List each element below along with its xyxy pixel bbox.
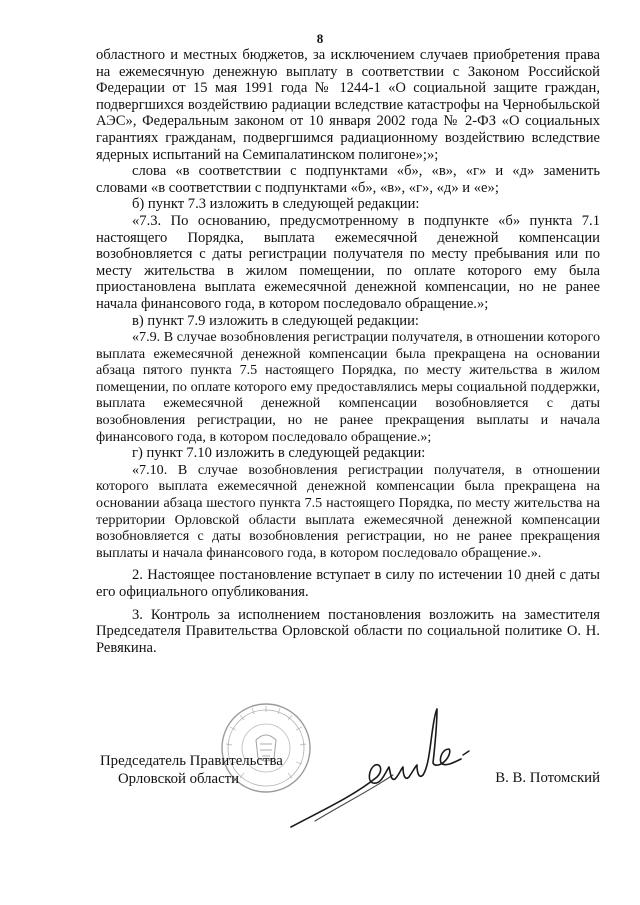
signatory-title-line-1: Председатель Правительства (100, 753, 283, 769)
paragraph-5: в) пункт 7.9 изложить в следующей редакции: (132, 312, 419, 329)
document-body (96, 47, 600, 656)
handwritten-signature-icon (285, 705, 475, 835)
paragraph-9: 2. Настоящее постановление вступает в силу по истечении 10 дней с даты его официального опубликования. (96, 567, 600, 600)
signatory-title-line-2: Орловской области (118, 771, 240, 787)
paragraph-8: «7.10. В случае возобновления регистрации получателя, в отношении которого выплата ежемесячной денежной компенсации была прекращена на основании абзаца шестого пункта 7.5 настоящего Порядка, по месту жительства на территории Орловской области выплата ежемесячной денежной компенсации возобновляется с даты возобновления регистрации, но не ранее прекращения выплаты и начала финансового года, в котором последовало обращение.». (96, 461, 600, 561)
paragraph-6: «7.9. В случае возобновления регистрации получателя, в отношении которого выплата ежемесячной денежной компенсации была прекращена на основании абзаца пятого пункта 7.5 настоящего Порядка, по месту жительства в жилом помещении, по оплате которого ему предоставлялись меры социальной поддержки, выплата ежемесячной денежной компенсации возобновляется с даты возобновления регистрации, но не ранее прекращения выплаты и начала финансового года, в котором последовало обращение.»; (96, 329, 600, 445)
paragraph-3: б) пункт 7.3 изложить в следующей редакции: (132, 196, 420, 213)
paragraph-1: областного и местных бюджетов, за исключением случаев приобретения права на ежемесячную денежную выплату в соответствии с Законом Российской Федерации от 15 мая 1991 года № 1244-1 «О социальной защите граждан, подвергшихся воздействию радиации вследствие катастрофы на Чернобыльской АЭС», Федеральным законом от 10 января 2002 года № 2-ФЗ «О социальных гарантиях гражданам, подвергшимся радиационному воздействию вследствие ядерных испытаний на Семипалатинском полигоне»;»; (96, 47, 600, 163)
paragraph-2: слова «в соответствии с подпунктами «б», «в», «г» и «д» заменить словами «в соответствии с подпунктами «б», «в», «г», «д» и «е»; (96, 163, 600, 196)
signatory-name: В. В. Потомский (495, 770, 600, 786)
paragraph-7: г) пункт 7.10 изложить в следующей редакции: (132, 445, 426, 462)
paragraph-10: 3. Контроль за исполнением постановления возложить на заместителя Председателя Правительства Орловской области по социальной политике О. Н. Ревякина. (96, 606, 600, 656)
paragraph-4: «7.3. По основанию, предусмотренному в подпункте «б» пункта 7.1 настоящего Порядка, выплата ежемесячной денежной компенсации возобновляется с даты регистрации получателя по месту пребывания или по месту жительства в жилом помещении, по оплате которого ему была приостановлена выплата ежемесячной денежной компенсации, но не ранее начала финансового года, в котором последовало обращение.»; (96, 212, 600, 312)
signatory-title (100, 752, 283, 788)
page-number: 8 (316, 31, 324, 46)
